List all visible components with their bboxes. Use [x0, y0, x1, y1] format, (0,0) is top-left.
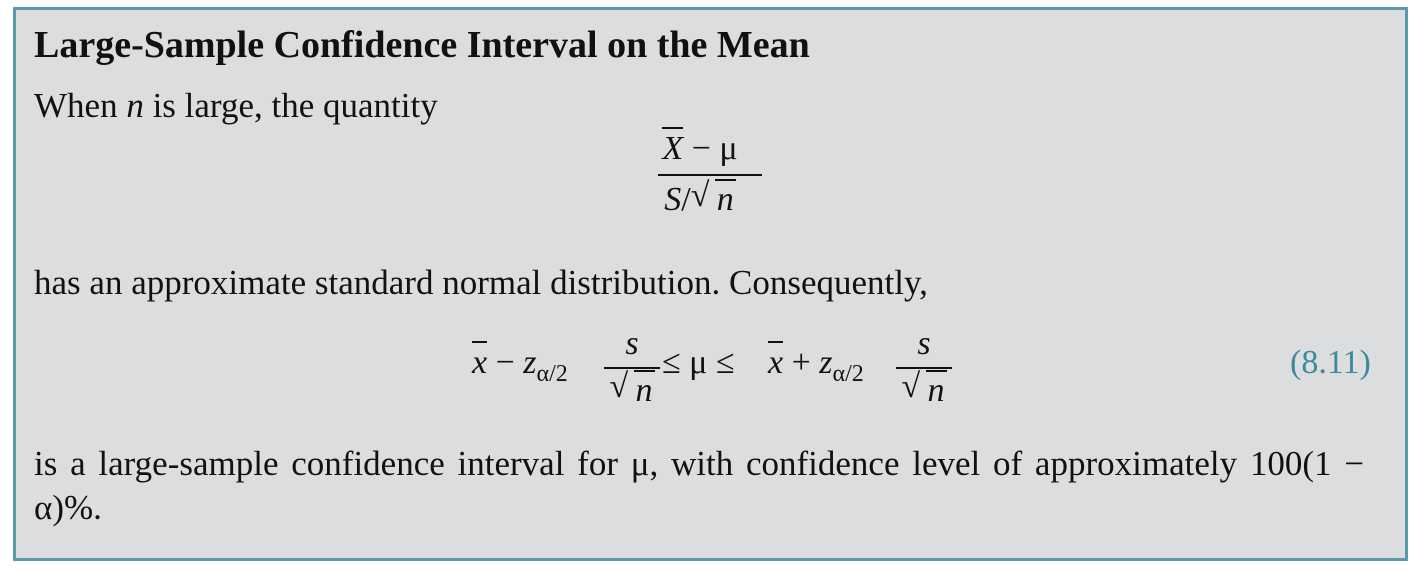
quantity-slash: / [681, 180, 691, 218]
sqrt-radical-icon: √ [901, 367, 921, 405]
formula-z-sub-right: α/2 [832, 360, 864, 387]
formula-xbar-right: x [768, 341, 783, 381]
formula-frac-right-den [896, 367, 952, 412]
quantity-radicand: n [716, 180, 734, 218]
formula-z-right: z [819, 344, 833, 381]
quantity-xbar: X [662, 127, 683, 167]
formula-middle: ≤ μ ≤ [662, 344, 735, 381]
formula-right-terms [768, 344, 864, 388]
intro-variable-n: n [126, 86, 144, 125]
quantity-numerator-rest: − μ [683, 130, 738, 167]
conclusion-sentence: is a large-sample confidence interval for μ, with confidence level of approximately 100(1 − α)%. [34, 444, 1364, 527]
quantity-numerator [620, 128, 780, 171]
equation-number: (8.11) [1290, 344, 1371, 381]
formula-frac-left-den [604, 367, 660, 412]
quantity-denominator [620, 176, 780, 222]
formula-frac-left [604, 324, 660, 412]
formula-frac-right [896, 324, 952, 412]
formula-z-sub-left: α/2 [536, 360, 568, 387]
formula-radicand-left: n [635, 371, 653, 409]
formula-sqrt-right [901, 367, 947, 412]
formula-plus: + [783, 344, 820, 381]
intro-before: When [34, 86, 127, 125]
box-heading: Large-Sample Confidence Interval on the Mean [34, 24, 810, 66]
formula-xbar-left: x [472, 341, 487, 381]
formula-minus: − [487, 344, 524, 381]
standardized-quantity [620, 128, 780, 221]
quantity-fraction-bar [658, 174, 762, 176]
quantity-sqrt [690, 176, 736, 222]
formula-radicand-right: n [927, 371, 945, 409]
distribution-sentence: has an approximate standard normal distribution. Consequently, [34, 263, 928, 302]
formula-sqrt-left [609, 367, 655, 412]
formula-frac-right-num: s [917, 325, 931, 362]
quantity-s: S [664, 180, 682, 218]
confidence-interval-formula [466, 322, 966, 432]
intro-sentence [34, 85, 438, 127]
sqrt-radical-icon: √ [690, 176, 710, 214]
formula-z-left: z [523, 344, 537, 381]
sqrt-radical-icon: √ [609, 367, 629, 405]
intro-after: is large, the quantity [143, 86, 438, 125]
formula-left-terms [472, 344, 568, 388]
formula-frac-left-num: s [625, 325, 639, 362]
